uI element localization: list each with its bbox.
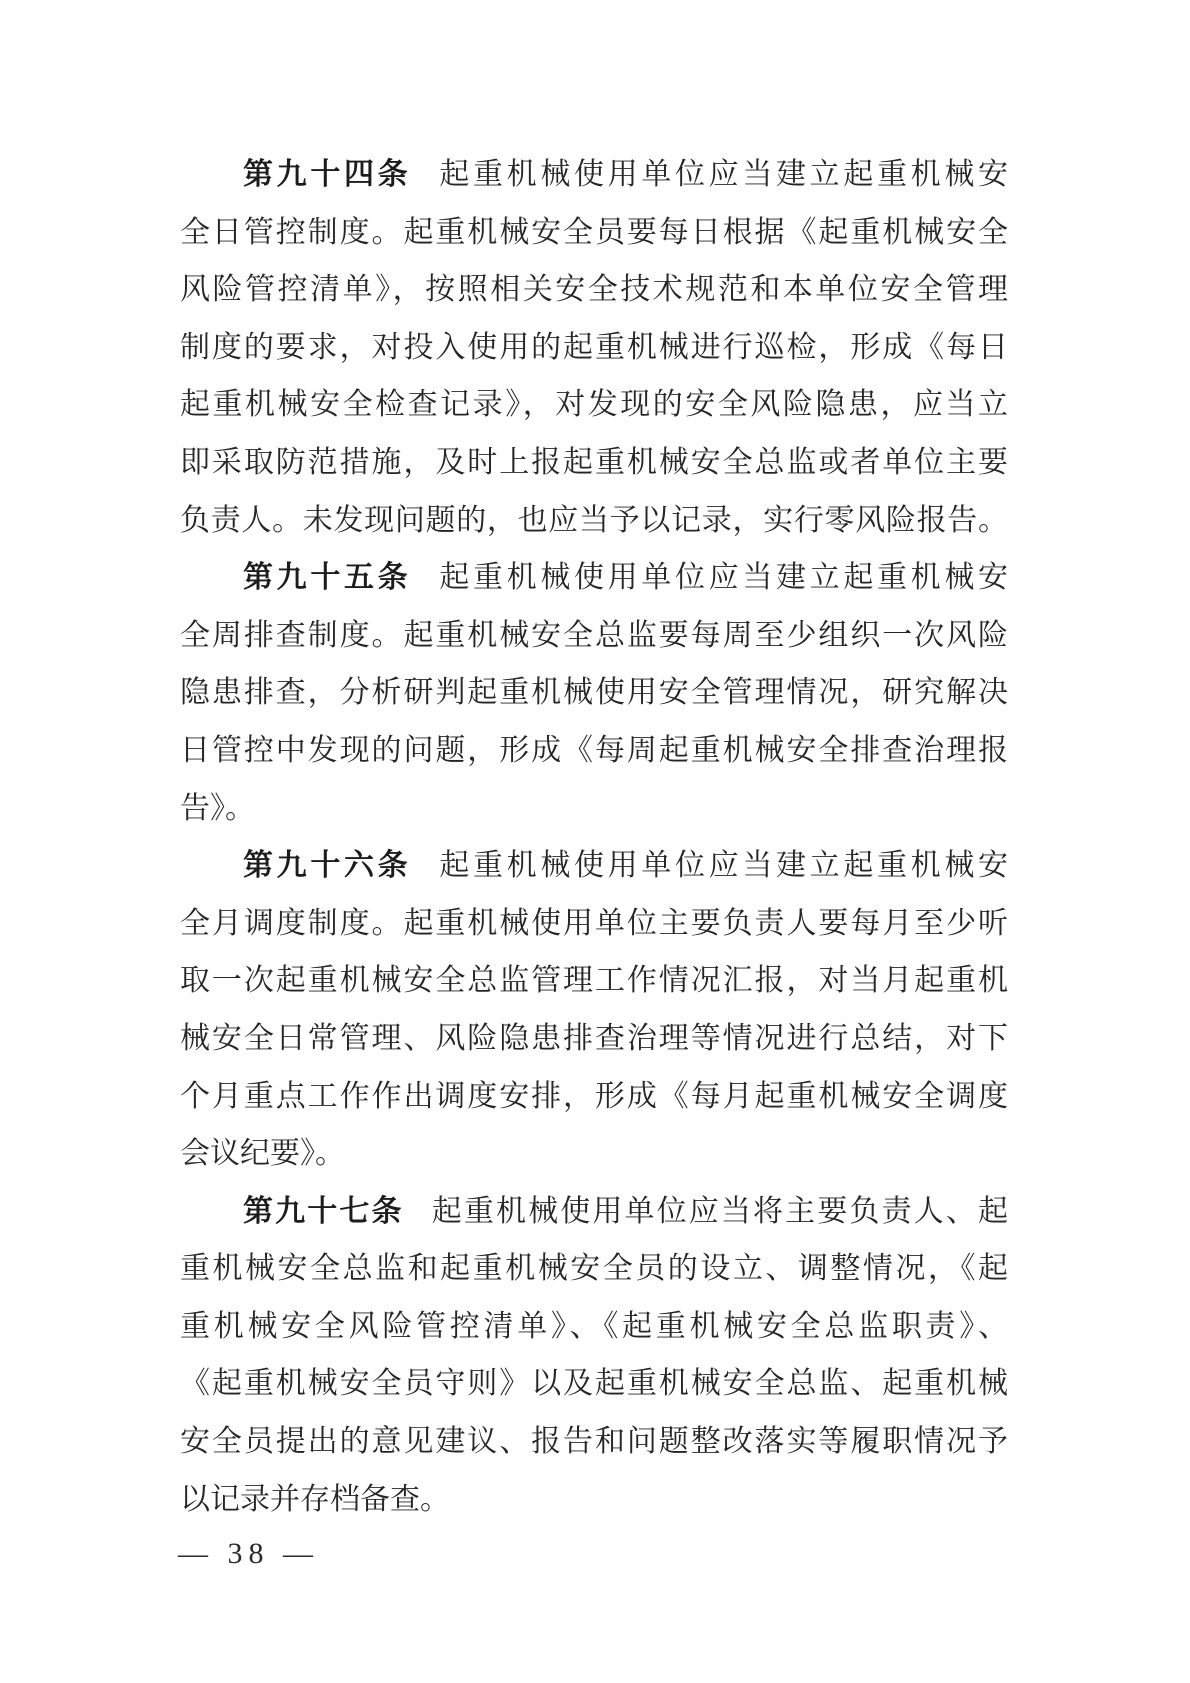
article-paragraph-2 [180,549,1008,837]
text-line: 起重机械安全检查记录》，对发现的安全风险隐患，应当立 [180,388,1008,422]
article-number-label: 第九十五条 [243,561,412,595]
article-number-label: 第九十四条 [243,158,412,191]
page-number [178,1534,319,1574]
article-number-label: 第九十七条 [243,1194,404,1228]
text-line [180,1183,1008,1241]
text-line: 重机械安全风险管控清单》、《起重机械安全总监职责》、 [180,1309,1008,1343]
text-line: 风险管控清单》，按照相关安全技术规范和本单位安全管理 [180,273,1008,307]
text-line: 日管控中发现的问题，形成《每周起重机械安全排查治理报 [180,733,1008,767]
text-line: 制度的要求，对投入使用的起重机械进行巡检，形成《每日 [180,330,1008,364]
text-line: 《起重机械安全员守则》以及起重机械安全总监、起重机械 [180,1367,1008,1401]
article-paragraph-3 [180,837,1008,1183]
text-line: 重机械安全总监和起重机械安全员的设立、调整情况，《起 [180,1252,1008,1286]
document-body [180,146,1008,1528]
line-text: 起重机械使用单位应当将主要负责人、起 [431,1194,1009,1228]
text-line: 隐患排查，分析研判起重机械使用安全管理情况，研究解决 [180,676,1008,710]
text-line [180,146,1008,204]
text-line: 会议纪要》。 [180,1137,345,1171]
line-text: 起重机械使用单位应当建立起重机械安 [439,849,1009,883]
text-line [180,549,1008,607]
text-line: 全日管控制度。起重机械安全员要每日根据《起重机械安全 [180,215,1008,249]
page-number-text: — 38 — [178,1537,319,1570]
text-line: 个月重点工作作出调度安排，形成《每月起重机械安全调度 [180,1079,1008,1113]
text-line: 全月调度制度。起重机械使用单位主要负责人要每月至少听 [180,906,1008,940]
article-number-label: 第九十六条 [243,849,412,883]
text-line: 告》。 [180,791,255,825]
text-line [180,837,1008,895]
text-line: 全周排查制度。起重机械安全总监要每周至少组织一次风险 [180,618,1008,652]
article-paragraph-4 [180,1183,1008,1529]
text-line: 负责人。未发现问题的，也应当予以记录，实行零风险报告。 [180,503,1008,537]
text-line: 即采取防范措施，及时上报起重机械安全总监或者单位主要 [180,445,1008,479]
article-paragraph-1 [180,146,1008,549]
text-line: 取一次起重机械安全总监管理工作情况汇报，对当月起重机 [180,964,1008,998]
text-line: 安全员提出的意见建议、报告和问题整改落实等履职情况予 [180,1425,1008,1459]
line-text: 起重机械使用单位应当建立起重机械安 [439,561,1009,595]
text-line: 以记录并存档备查。 [180,1482,450,1516]
text-line: 械安全日常管理、风险隐患排查治理等情况进行总结，对下 [180,1021,1008,1055]
line-text: 起重机械使用单位应当建立起重机械安 [439,158,1009,191]
